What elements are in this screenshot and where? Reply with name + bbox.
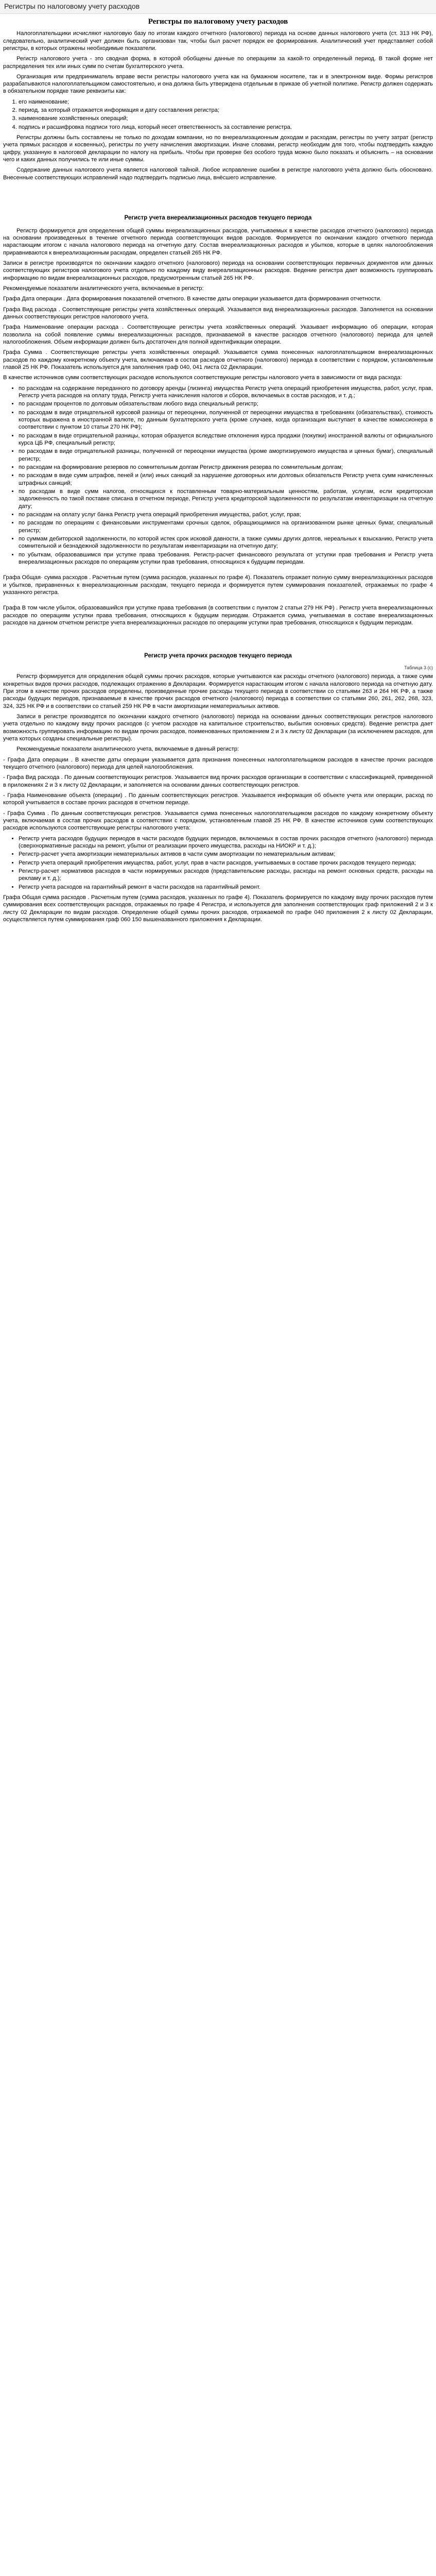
- section-title-nonoperating: Регистр учета внереализационных расходов текущего периода: [124, 215, 312, 222]
- document-title: Регистры по налоговому учету расходов: [148, 18, 288, 26]
- section1-paragraph: Графа Общая· сумма расходов . Расчетным путем (сумма расходов, указанных по графе 4). Показатель отражает полную сумму внереализационных расходов и убытков, приравненных к внереализационным расходам, текущего периода и формируется путем суммирования показателей, отражаемых по графе 4 указанного регистра.: [3, 574, 433, 596]
- intro-paragraph-3: Организация или предприниматель вправе вести регистры налогового учета как на бумажном носителе, так и в электронном виде. Формы регистров разрабатываются налогоплательщиком самостоятельно, и она должна быть утверждена отдельным в приказе об учетной политике. Регистр должен содержать в обязательном порядке такие реквизиты как:: [3, 73, 433, 95]
- list-item: 3. наименование хозяйственных операций;: [19, 115, 433, 122]
- section1-paragraph: Регистр формируется для определения общей суммы внереализационных расходов, учитываемых в качестве расходов отчетного (налогового) периода на основании произведенных в течение отчетного периода соответствующих видов расходов. Формируется по окончании каждого отчетного периода нарастающим итогом с начала налогового периода на отчетную дату. Состав внереализационных расходов и убытков, которые в целях налогообложения приравниваются к внереализационным расходам, определен статьей 265 НК РФ.: [3, 227, 433, 256]
- list-item: • по убыткам, образовавшимся при уступке права требования. Регистр-расчет финансового результата от уступки прав требования и Регистр учета внереализационных расходов по операциям уступки прав требования, относящихся к будущим периодам.: [19, 551, 433, 566]
- list-item: • по расходам в виде отрицательной разницы, полученной от переоценки имущества (кроме амортизируемого имущества и ценных бумаг), специальный регистр;: [19, 448, 433, 463]
- section2-sources-list: [3, 835, 433, 891]
- section2-paragraph: - Графа Вид расхода . По данным соответствующих регистров. Указывается вид прочих расходов организации в соответствии с классификацией, приведенной в приложениях 2 и 3 к листу 02 Декларации, и заполняется на основании данных соответствующих регистров.: [3, 774, 433, 788]
- list-item: • по расходам по операциям с финансовыми инструментами срочных сделок, обращающимися на организованном рынке ценных бумаг, специальный регистр;: [19, 519, 433, 534]
- section1-paragraph: Графа Сумма . Соответствующие регистры учета хозяйственных операций. Указывается сумма понесенных налогоплательщиком внереализационных расходов по каждому конкретному объекту учета, включаемая в состав расходов отчетного (налогового) периода в соответствии с порядком, установленным главой 25 НК РФ. Показатель используется для заполнения граф 040, 041 листа 02 Декларации.: [3, 349, 433, 371]
- after-list-paragraph-2: Содержание данных налогового учета является налоговой тайной. Любое исправление ошибки в регистре налогового учёта должно быть обосновано. Внесенные соответствующих исправлений надо подтвердить подписью лица, внёсшего исправление.: [3, 167, 433, 181]
- section1-paragraph: Рекомендуемые показатели аналитического учета, включаемые в регистр:: [3, 285, 204, 292]
- section1-paragraph: Графа Дата операции . Дата формирования показателей отчетного. В качестве даты операции указывается дата формирования отчетности.: [3, 296, 382, 302]
- window-title-bar: [0, 0, 436, 14]
- list-item: 1. его наименование;: [19, 98, 433, 106]
- window-title: Регистры по налоговому учету расходов: [4, 2, 140, 11]
- list-item: • Регистр-расчет нормативов расходов в части нормируемых расходов (представительские расходы, расходы на ремонт основных средств, расходы на рекламу и т. д.);: [19, 868, 433, 883]
- list-item: • Регистр учета расходов на гарантийный ремонт в части расходов на гарантийный ремонт.: [19, 884, 433, 891]
- list-item: • по расходам в виде сумм штрафов, пеней и (или) иных санкций за нарушение договорных или долговых обязательств Регистр учета сумм начисленных штрафных санкций;: [19, 472, 433, 487]
- section1-paragraph: В качестве источников сумм соответствующих расходов используются соответствующие регистры налогового учета в зависимости от вида расхода:: [3, 375, 402, 381]
- requisites-list: [3, 98, 433, 131]
- list-item: • Регистр учета расходов будущих периодов в части расходов будущих периодов, включаемых в состав прочих расходов отчетного (налогового) периода (сверхнормативные расходы на ремонт, убытки от реализации прочего имущества, расходы на НИОКР и т. д.);: [19, 835, 433, 850]
- section1-paragraph: Записи в регистре производятся по окончании каждого отчетного (налогового) периода на основании соответствующих первичных документов или данных соответствующих регистров налогового учета отдельно по каждому виду внереализационных расходов. Ведение регистра дает возможность группировать информацию по видам внереализационных расходов, предусмотренным статьей 265 НК РФ.: [3, 260, 433, 281]
- intro-paragraph-1: Налогоплательщики исчисляют налоговую базу по итогам каждого отчетного (налогового) периода на основе данных налогового учета (ст. 313 НК РФ), следовательно, аналитический учет должен быть организован так, чтобы был расчет порядок ее формирования. Аналитический учет представляет собой регистры, в которых отражены необходимые показатели.: [3, 30, 433, 52]
- list-item: 2. период, за который отражается информация и дату составления регистра;: [19, 107, 433, 114]
- table-note: Таблица 3 (с): [404, 665, 433, 670]
- list-item: • по расходам процентов по долговым обязательствам любого вида специальный регистр;: [19, 400, 433, 408]
- after-list-paragraph-1: Регистры должны быть составлены не только по доходам компании, но по внереализационным доходам и расходам, регистры по учету затрат (регистр учета прямых расходов и косвенных), регистры по учету начисления амортизации. Иначе словами, регистр необходим для того, чтобы подтвердить каждую цифру, указанную в налоговой декларации по налогу на прибыль. Чтобы при проверке без особого труда можно было показать и объяснить – на основании чего и каких данных получились те или иные суммы.: [3, 134, 433, 163]
- section2-paragraph: - Графа Сумма . По данным соответствующих регистров. Указывается сумма понесенных налогоплательщиком расходов по каждому конкретному объекту учета, включаемая в состав прочих расходов в соответствии с порядком, установленным главой 25 НК РФ. В качестве источников сумм соответствующих расходов используются соответствующие регистры налогового учета:: [3, 810, 433, 832]
- list-item: • Регистр-расчет учета амортизации нематериальных активов в части сумм амортизации по нематериальным активам;: [19, 851, 433, 858]
- section1-paragraph: Графа Вид расхода . Соответствующие регистры учета хозяйственных операций. Указывается вид внереализационных расходов. Заполняется на основании данных соответствующих регистров налогового учета.: [3, 306, 433, 320]
- list-item: • по расходам на формирование резервов по сомнительным долгам Регистр движения резерва по сомнительным долгам;: [19, 464, 433, 471]
- list-item: • по суммам дебиторской задолженности, по которой истек срок исковой давности, а также суммы других долгов, нереальных к взысканию, Регистр учета сомнительной и безнадежной задолженности по результатам инвентаризации на отчетную дату;: [19, 535, 433, 550]
- section2-paragraph: Записи в регистре производятся по окончании каждого отчетного (налогового) периода на основании данных соответствующих регистров налогового учета отдельно по каждому виду прочих расходов (с учетом расходов на капитальное строительство, выбытия основных средств). Ведение регистра дает возможность группировать информацию по видам прочих расходов, поименованных приложением 2 и 3 к листу 02 Декларации (за исключением расходов, для учета которых созданы специальные регистры).: [3, 714, 433, 742]
- section1-sources-list: [3, 385, 433, 566]
- section1-paragraph: Графа В том числе убыток, образовавшийся при уступке права требования (в соответствии с пунктом 2 статьи 279 НК РФ) . Регистр учета внереализационных расходов по операциям уступки права требования, относящихся к будущим периодам. Отражается сумма, учитываемая в составе внереализационных расходов на данном отчетном регистре учета внереализационных расходов по операциям уступки прав требования, относящихся к будущим периодам.: [3, 605, 433, 626]
- section2-paragraph: - Графа Наименование объекта (операции) . По данным соответствующих регистров. Указывается информация об объекте учета или операции, расход по которой учитывается в составе прочих расходов в отчетном периоде.: [3, 792, 433, 806]
- intro-paragraph-2: Регистр налогового учета - это сводная форма, в которой обобщены данные по операциям за какой-то определенный период. В такой форме нет распределения тех или иных сумм по счетам бухгалтерского учета.: [3, 56, 433, 70]
- list-item: 4. подпись и расшифровка подписи того лица, который несет ответственность за составление регистра.: [19, 124, 433, 131]
- list-item: • по расходам на содержание переданного по договору аренды (лизинга) имущества Регистр учета операций приобретения имущества, работ, услуг, прав, Регистр учета расходов на оплату труда, Регистр учета начисления налогов и сборов, включаемых в состав расходов, и т. д.;: [19, 385, 433, 400]
- list-item: • по расходам в виде сумм налогов, относящихся к поставленным товарно-материальным ценностям, работам, услугам, если кредиторская задолженность по такой поставке списана в отчетном периоде, Регистр учета кредиторской задолженности по результатам инвентаризации на отчетную дату;: [19, 488, 433, 510]
- section1-paragraph: Графа Наименование операции расхода . Соответствующие регистры учета хозяйственных операций. Указывает информацию об операции, которая позволила на собой появление суммы внереализационных расходов, признаваемой в качестве расходов отчетного (налогового) периода для целей налогообложения. Объем информации должен быть достаточен для полной идентификации операции.: [3, 324, 433, 346]
- list-item: • по расходам в виде отрицательной разницы, которая образуется вследствие отклонения курса продажи (покупки) иностранной валюты от официального курса ЦБ РФ, специальный регистр;: [19, 432, 433, 447]
- section2-paragraph: - Графа Дата операции . В качестве даты операции указывается дата признания понесенных налогоплательщиком расходов в качестве прочих расходов текущего отчетного (налогового) периода для целей налогообложения.: [3, 756, 433, 771]
- list-item: • по расходам в виде отрицательной курсовой разницы от переоценки, полученной от переоценки имущества в требованиях (обязательствах), стоимость которых выражена в иностранной валюте, по данным бухгалтерского учета (кроме случаев, когда организация выступает в качестве комиссионера в соответствии с пунктом 10 статьи 270 НК РФ);: [19, 409, 433, 431]
- list-item: • Регистр учета операций приобретения имущества, работ, услуг, прав в части расходов, учитываемых в составе прочих расходов текущего периода;: [19, 859, 433, 867]
- section2-paragraph: Регистр формируется для определения общей суммы прочих расходов, которые учитываются как расходы отчетного (налогового) периода, а также сумм конкретных видов прочих расходов, подлежащих отражению в Декларации. Формируется нарастающим итогом с начала налогового периода на отчетную дату. При этом в качестве прочих расходов определены, произведенные прочие расходы текущего периода в соответствии со статьями 263 и 264 НК РФ, а также расходы будущих периодов, признаваемые в качестве прочих расходов отчетного (налогового) периода в соответствии со статьями 260, 261, 262, 268, 323, 324, 325 НК РФ и в соответствии со статьей 259 НК РФ в части амортизации нематериальных активов.: [3, 673, 433, 709]
- section2-paragraph: Графа Общая сумма расходов . Расчетным путем (сумма расходов, указанных по графе 4). Показатель формируется по каждому виду прочих расходов путем суммирования всех соответствующих расходов, отражаемых по графе 4 Регистра, и используется для заполнения соответствующих граф приложений 2 и 3 к листу 02 Декларации по видам расходов. Определение общей суммы прочих расходов, отражаемой по графе 040 приложения 2 к листу 02 Декларации, осуществляется путем суммирования граф 060 150 вышеназванного приложения к Декларации.: [3, 894, 433, 923]
- section-title-other-expenses: Регистр учета прочих расходов текущего периода: [144, 653, 292, 659]
- list-item: • по расходам на оплату услуг банка Регистр учета операций приобретения имущества, работ, услуг, прав;: [19, 511, 433, 518]
- document-body: [0, 17, 436, 923]
- section2-paragraph: Рекомендуемые показатели аналитического учета, включаемые в данный регистр:: [16, 746, 239, 753]
